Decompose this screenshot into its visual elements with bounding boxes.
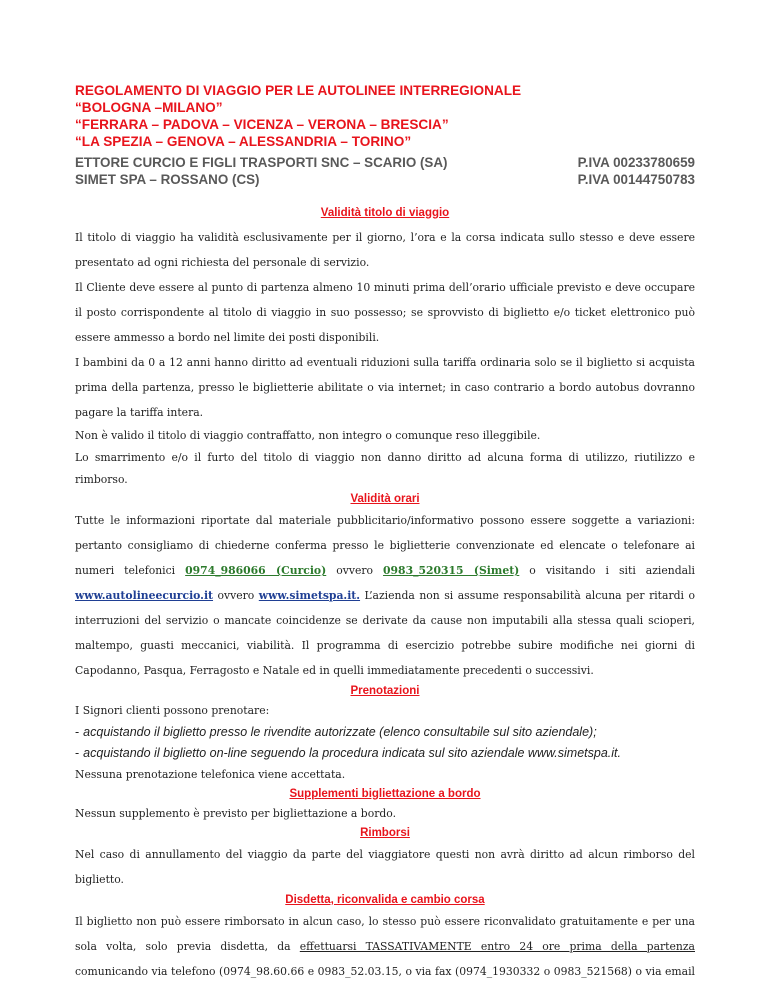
section-heading-prenotazioni: Prenotazioni (350, 685, 420, 697)
list-item (75, 722, 695, 743)
title-line: “LA SPEZIA – GENOVA – ALESSANDRIA – TORINO” (75, 134, 412, 149)
document-body (75, 205, 695, 984)
section-heading-disdetta: Disdetta, riconvalida e cambio corsa (285, 894, 485, 906)
phone-link-simet[interactable]: 0983_520315 (Simet) (383, 564, 520, 577)
text-run: L’azienda non si assume responsabilità alcuna per ritardi o interruzioni del servizio o mancate coincidenze se derivate da cause non imputabili alla stessa quali scioperi, maltempo, guasti meccanici, viabilità. Il programma di esercizio potrebbe subire modifiche nei giorni di Capodanno, Pasqua, Ferragosto e Natale ed in quelli immediatamente precedenti o successivi. (75, 589, 695, 677)
phone-link-curcio[interactable]: 0974_986066 (Curcio) (185, 564, 327, 577)
paragraph: Lo smarrimento e/o il furto del titolo di viaggio non danno diritto ad alcuna forma di utilizzo, riutilizzo e rimborso. (75, 451, 695, 486)
paragraph: Il Cliente deve essere al punto di partenza almeno 10 minuti prima dell’orario ufficiale previsto e deve occupare il posto corrispondente al titolo di viaggio in suo possesso; se sprovvisto di biglietto e/o ticket elettronico può essere ammesso a bordo nel limite dei posti disponibili. (75, 281, 695, 344)
section-heading-validita-orari: Validità orari (350, 493, 420, 505)
company-block (75, 155, 695, 188)
text-run: ovvero (213, 589, 259, 602)
section-heading-rimborsi: Rimborsi (360, 827, 410, 839)
list-item-text: acquistando il biglietto on-line seguendo la procedura indicata sul sito aziendale www.simetspa.it. (83, 746, 621, 760)
website-link-curcio[interactable]: www.autolineecurcio.it (75, 589, 214, 602)
emphasis-text: effettuarsi TASSATIVAMENTE entro 24 ore prima della partenza (299, 940, 695, 953)
text-run: comunicando via telefono (0974_98.60.66 e 0983_52.03.15, o via fax (0974_1930332 o 0983_521568) o via email (75, 965, 695, 978)
text-run: ovvero (326, 564, 384, 577)
dash-bullet: - (75, 725, 80, 739)
company-name: SIMET SPA – ROSSANO (CS) (75, 171, 260, 187)
title-line: “BOLOGNA –MILANO” (75, 100, 223, 115)
paragraph: Nessuna prenotazione telefonica viene accettata. (75, 768, 346, 781)
text-run: Tutte le informazioni riportate dal materiale pubblicitario/informativo possono essere soggette a variazioni: pertanto consigliamo di chiederne conferma presso le biglietterie convenzionate ed elencate o telefonare ai numeri telefonici (75, 514, 695, 577)
section-heading-validita-titolo: Validità titolo di viaggio (320, 207, 450, 219)
paragraph: Non è valido il titolo di viaggio contraffatto, non integro o comunque reso illeggibile. (75, 429, 541, 442)
website-link-simet[interactable]: www.simetspa.it. (258, 589, 361, 602)
company-row (75, 172, 695, 189)
text-run: Il biglietto non può essere rimborsato in alcun caso, lo stesso può essere riconvalidato gratuitamente e per una sola volta, solo previa disdetta, da (75, 915, 695, 953)
title-line: “FERRARA – PADOVA – VICENZA – VERONA – BRESCIA” (75, 117, 449, 132)
paragraph: Il titolo di viaggio ha validità esclusivamente per il giorno, l’ora e la corsa indicata sullo stesso e deve essere presentato ad ogni richiesta del personale di servizio. (75, 231, 695, 269)
list-item-text: acquistando il biglietto presso le rivendite autorizzate (elenco consultabile sul sito aziendale); (83, 725, 597, 739)
company-piva: P.IVA 00233780659 (577, 155, 695, 170)
paragraph: I bambini da 0 a 12 anni hanno diritto ad eventuali riduzioni sulla tariffa ordinaria solo se il biglietto si acquista prima della partenza, presso le biglietterie abilitate o via internet; in caso contrario a bordo autobus dovranno pagare la tariffa intera. (75, 356, 695, 419)
paragraph: Nessun supplemento è previsto per bigliettazione a bordo. (75, 807, 397, 820)
dash-bullet: - (75, 746, 80, 760)
paragraph: I Signori clienti possono prenotare: (75, 704, 270, 717)
section-heading-supplementi: Supplementi bigliettazione a bordo (289, 788, 481, 800)
paragraph-orari (75, 508, 695, 683)
paragraph: Nel caso di annullamento del viaggio da parte del viaggiatore questi non avrà diritto ad alcun rimborso del biglietto. (75, 848, 695, 886)
company-piva: P.IVA 00144750783 (577, 171, 695, 187)
company-row (75, 155, 695, 172)
company-name: ETTORE CURCIO E FIGLI TRASPORTI SNC – SCARIO (SA) (75, 155, 448, 170)
document-title (75, 82, 695, 150)
title-line: REGOLAMENTO DI VIAGGIO PER LE AUTOLINEE INTERREGIONALE (75, 83, 522, 98)
paragraph-disdetta (75, 909, 695, 984)
text-run: o visitando i siti aziendali (519, 564, 695, 577)
list-item (75, 743, 695, 764)
